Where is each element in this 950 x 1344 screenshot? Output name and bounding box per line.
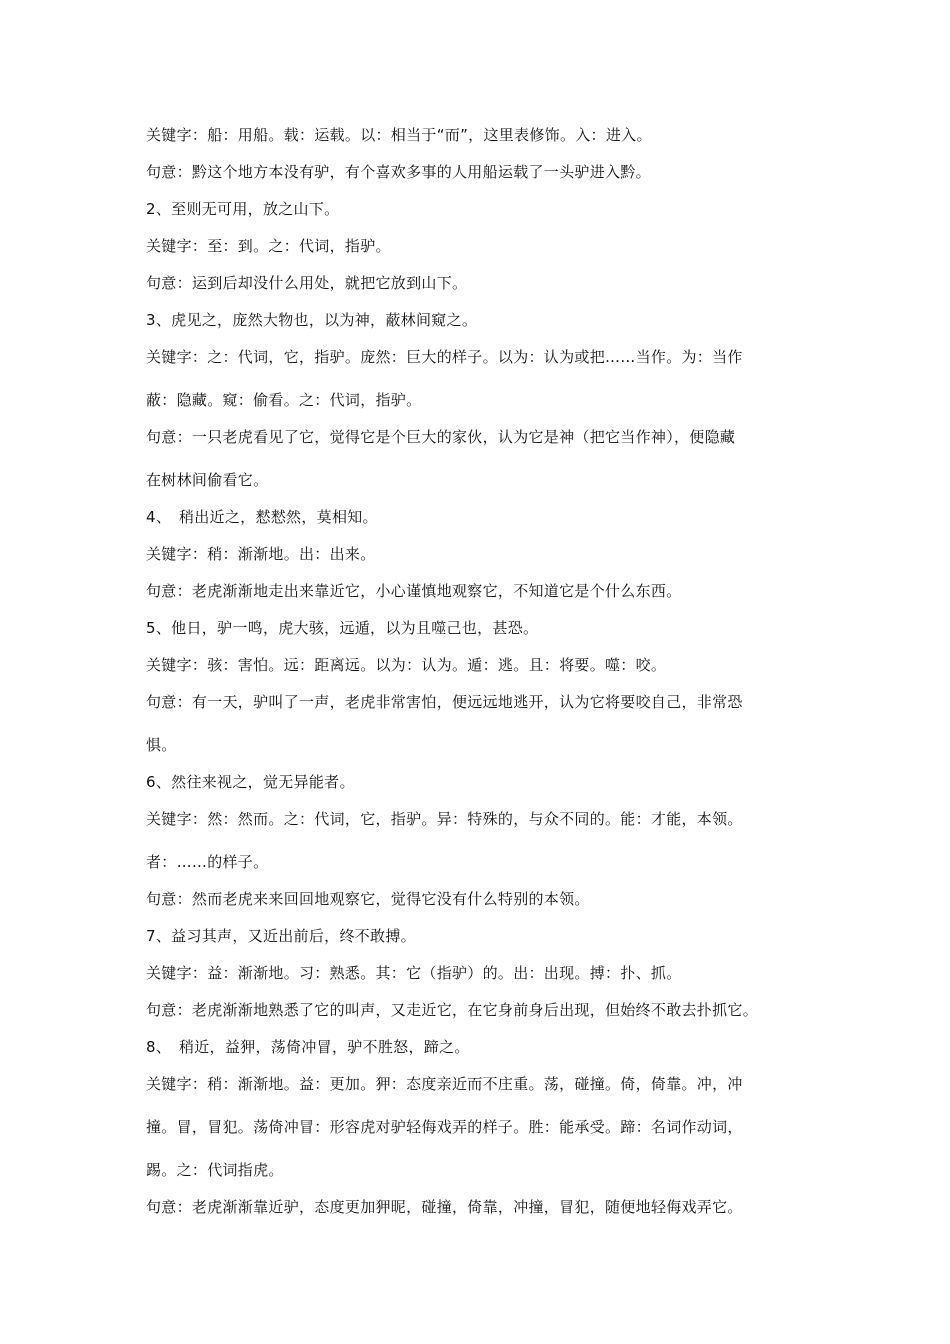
translation-line-continued: 惧。 bbox=[146, 736, 177, 754]
translation-line: 句意：老虎渐渐靠近驴，态度更加狎昵，碰撞，倚靠，冲撞，冒犯，随便地轻侮戏弄它。 bbox=[146, 1198, 743, 1216]
keyword-line: 关键字：稍：渐渐地。出：出来。 bbox=[146, 545, 376, 563]
translation-line: 句意：老虎渐渐地熟悉了它的叫声，又走近它，在它身前身后出现，但始终不敢去扑抓它。 bbox=[146, 1001, 759, 1019]
keyword-line: 关键字：船：用船。载：运载。以：相当于“而”，这里表修饰。入：进入。 bbox=[146, 126, 652, 144]
translation-line: 句意：一只老虎看见了它，觉得它是个巨大的家伙，认为它是神（把它当作神），便隐藏 bbox=[146, 428, 736, 446]
translation-line: 句意：运到后却没什么用处，就把它放到山下。 bbox=[146, 274, 468, 292]
keyword-line: 关键字：益：渐渐地。习：熟悉。其：它（指驴）的。出：出现。搏：扑、抓。 bbox=[146, 964, 682, 982]
sentence-heading: 7、益习其声，又近出前后，终不敢搏。 bbox=[146, 927, 416, 945]
translation-line-continued: 在树林间偷看它。 bbox=[146, 471, 269, 489]
sentence-heading: 8、 稍近，益狎，荡倚冲冒，驴不胜怒，蹄之。 bbox=[146, 1038, 470, 1056]
sentence-heading: 5、他日，驴一鸣，虎大骇，远遁，以为且噬己也，甚恐。 bbox=[146, 619, 539, 637]
keyword-line: 关键字：然：然而。之：代词，它，指驴。异：特殊的，与众不同的。能：才能，本领。 bbox=[146, 810, 743, 828]
keyword-line-continued: 蔽：隐藏。窥：偷看。之：代词，指驴。 bbox=[146, 391, 422, 409]
translation-line: 句意：然而老虎来来回回地观察它，觉得它没有什么特别的本领。 bbox=[146, 890, 590, 908]
translation-line: 句意：黔这个地方本没有驴，有个喜欢多事的人用船运载了一头驴进入黔。 bbox=[146, 163, 651, 181]
keyword-line: 关键字：骇：害怕。远：距离远。以为：认为。遁：逃。且：将要。噬：咬。 bbox=[146, 656, 667, 674]
keyword-line-continued: 撞。冒，冒犯。荡倚冲冒：形容虎对驴轻侮戏弄的样子。胜：能承受。蹄：名词作动词， bbox=[146, 1118, 743, 1136]
sentence-heading: 2、至则无可用，放之山下。 bbox=[146, 200, 340, 218]
document-body bbox=[146, 124, 816, 1218]
sentence-heading: 4、 稍出近之，慭慭然，莫相知。 bbox=[146, 508, 378, 526]
sentence-heading: 3、虎见之，庞然大物也，以为神，蔽林间窥之。 bbox=[146, 311, 478, 329]
keyword-line: 关键字：稍：渐渐地。益：更加。狎：态度亲近而不庄重。荡，碰撞。倚，倚靠。冲，冲 bbox=[146, 1075, 743, 1093]
translation-line: 句意：有一天，驴叫了一声，老虎非常害怕，便远远地逃开，认为它将要咬自己，非常恐 bbox=[146, 693, 743, 711]
keyword-line-continued: 者：……的样子。 bbox=[146, 853, 269, 871]
sentence-heading: 6、然往来视之，觉无异能者。 bbox=[146, 773, 355, 791]
keyword-line-continued: 踢。之：代词指虎。 bbox=[146, 1161, 284, 1179]
translation-line: 句意：老虎渐渐地走出来靠近它，小心谨慎地观察它，不知道它是个什么东西。 bbox=[146, 582, 682, 600]
keyword-line: 关键字：之：代词，它，指驴。庞然：巨大的样子。以为：认为或把……当作。为：当作 bbox=[146, 348, 743, 366]
keyword-line: 关键字：至：到。之：代词，指驴。 bbox=[146, 237, 391, 255]
